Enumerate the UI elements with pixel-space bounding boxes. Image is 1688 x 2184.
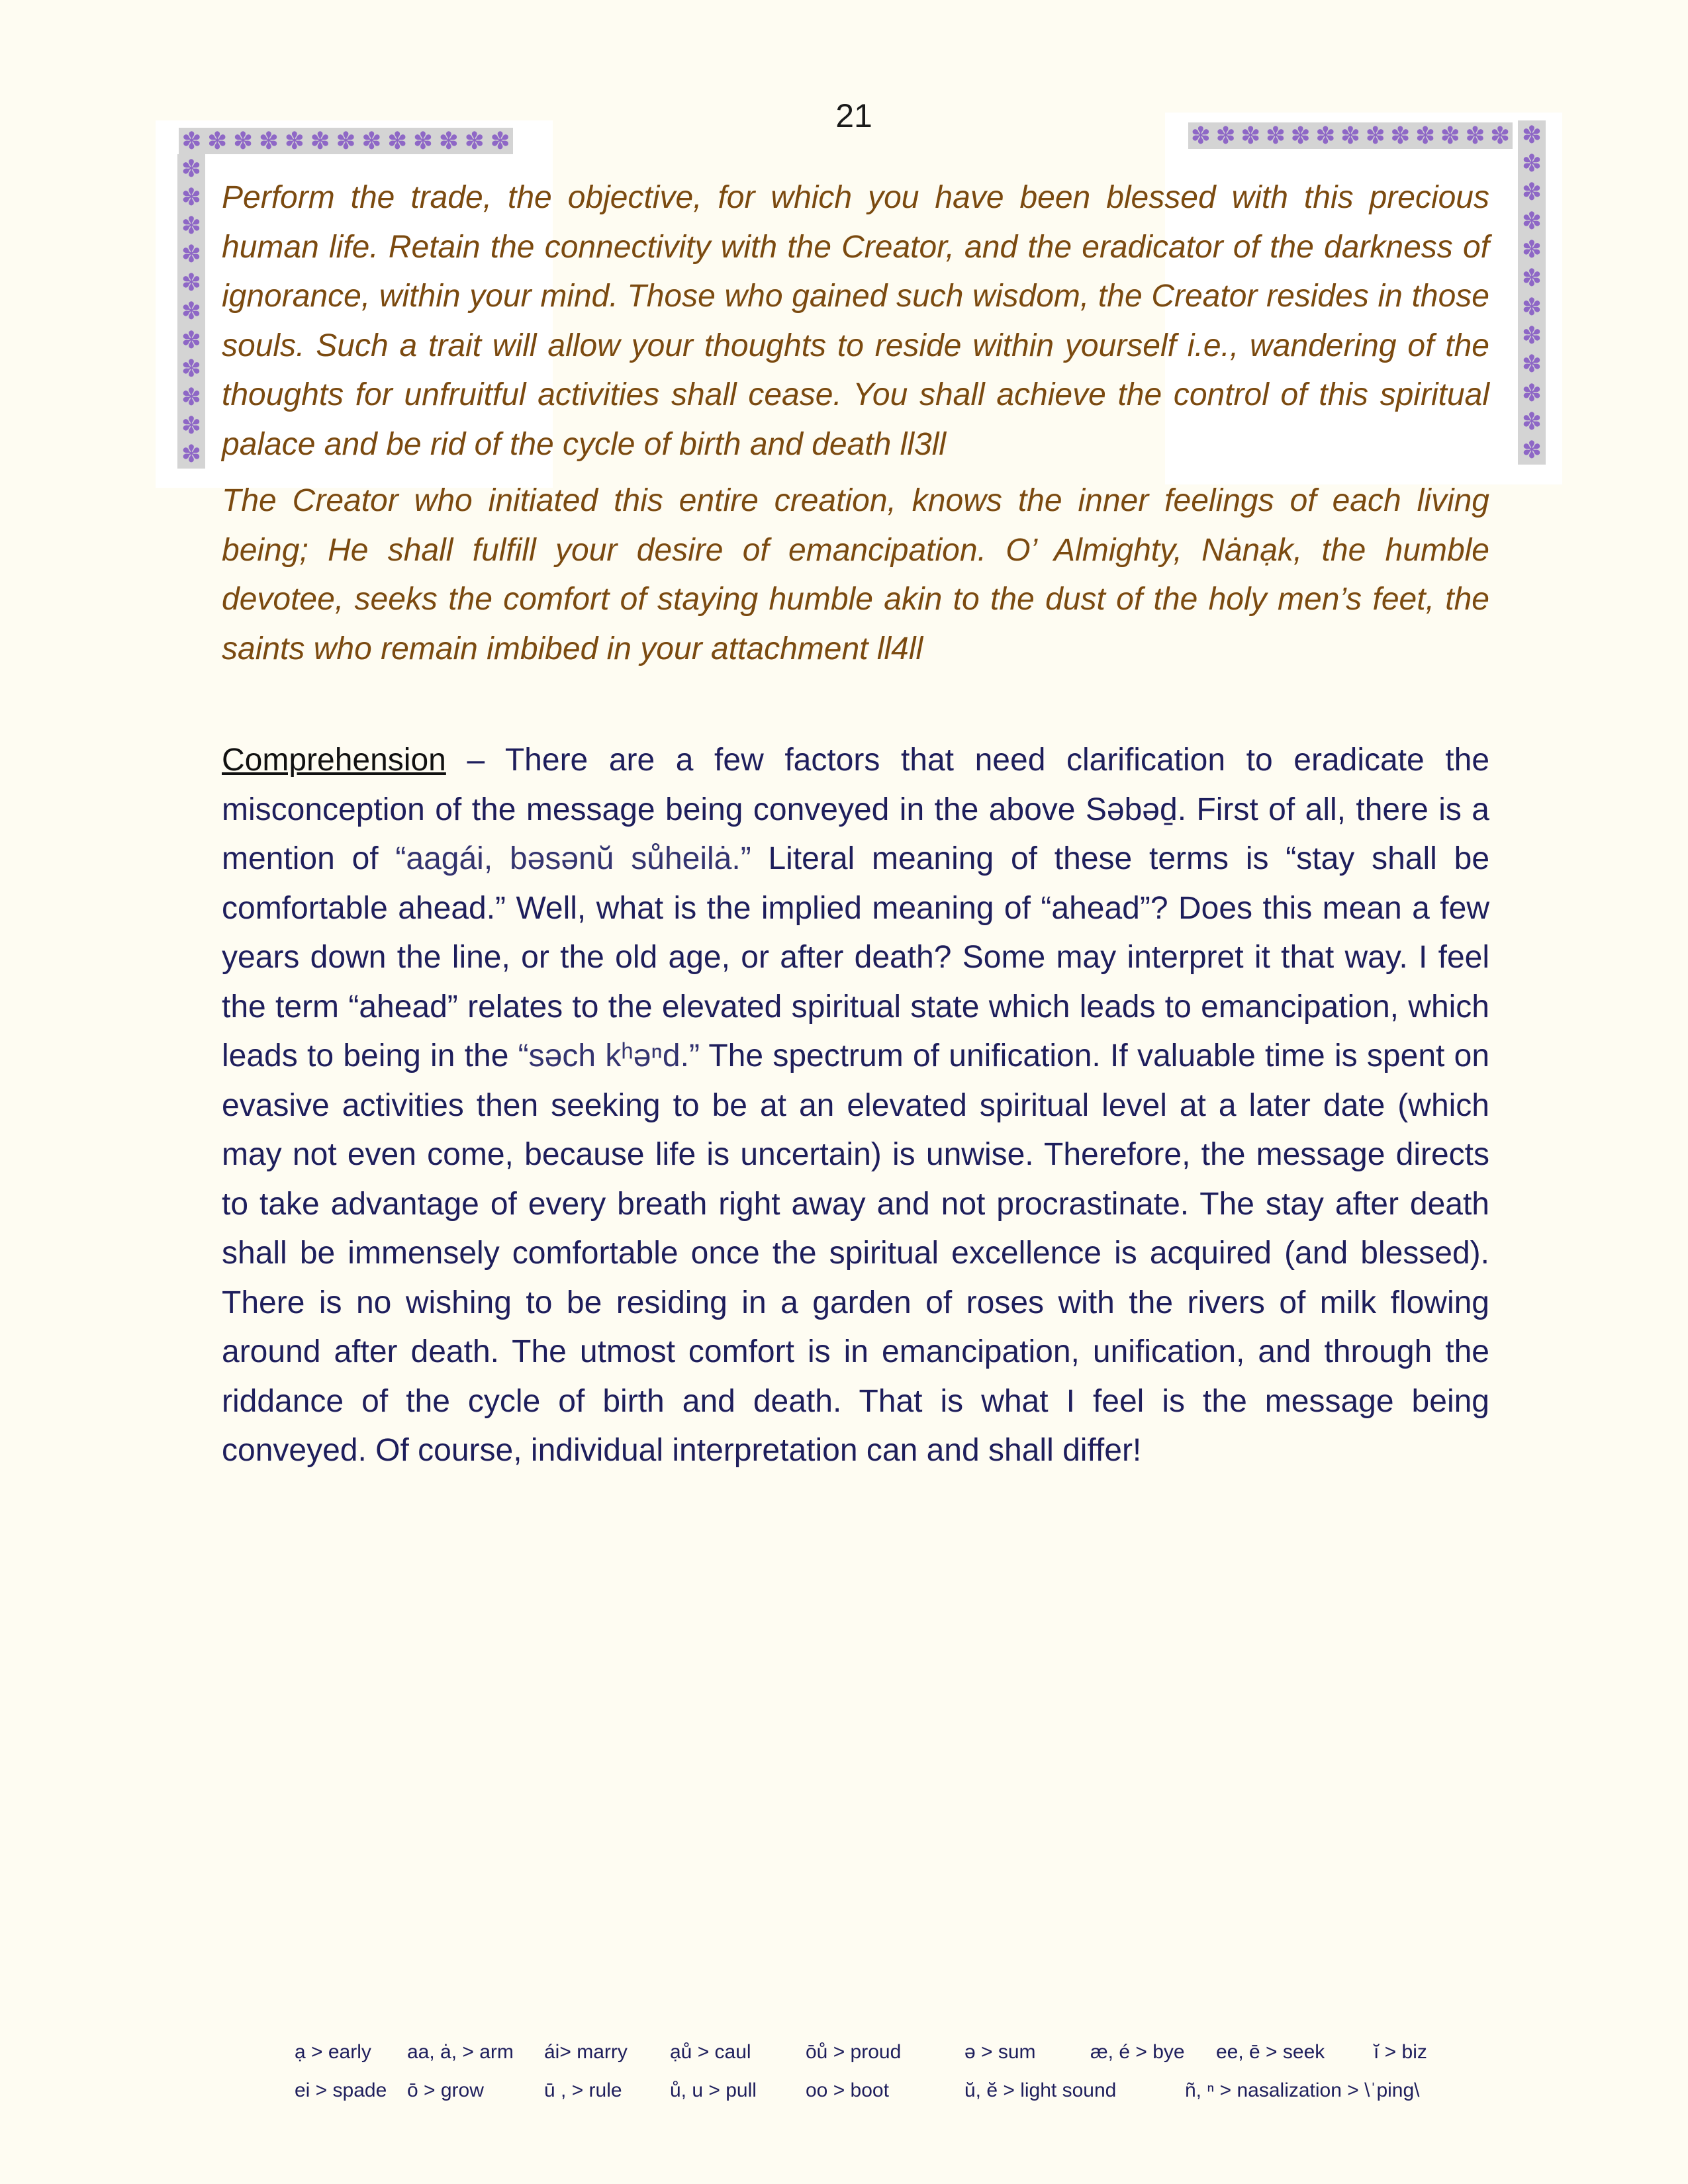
comprehension-dash: – — [445, 743, 505, 778]
flower-ornament-icon: ✽ — [1521, 178, 1542, 206]
legend-item: ei > spade — [295, 2079, 387, 2101]
flower-ornament-icon: ✽ — [1521, 120, 1542, 148]
flower-ornament-icon: ✽ — [181, 383, 202, 410]
legend-item: ə > sum — [964, 2041, 1036, 2063]
flower-ornament-icon: ✽ — [1521, 206, 1542, 234]
transliteration-term-2: “səch kʰəⁿd.” — [518, 1038, 700, 1073]
flower-ornament-icon: ✽ — [1315, 122, 1336, 149]
flower-ornament-icon: ✽ — [181, 326, 202, 353]
legend-item: ạů > caul — [670, 2041, 751, 2063]
flower-ornament-icon: ✽ — [361, 128, 382, 154]
flower-ornament-icon: ✽ — [1190, 122, 1211, 149]
flower-ornament-icon: ✽ — [181, 354, 202, 382]
legend-row-2 — [295, 2071, 1453, 2110]
flower-ornament-icon: ✽ — [181, 183, 202, 210]
flower-ornament-icon: ✽ — [1521, 235, 1542, 263]
comprehension-section — [222, 736, 1489, 1476]
flower-ornament-icon: ✽ — [181, 412, 202, 439]
flower-ornament-icon: ✽ — [1241, 122, 1261, 149]
verse-section — [222, 173, 1489, 674]
comprehension-text-3: The spectrum of unification. If valuable time is spent on evasive activities then seeking to be at an elevated spiritual level at a later date (which may not even come, because life is uncertain) is unwise. Therefore, the message directs to take advantage of every breath right away and not procrastinate. The stay after death shall be immensely comfortable once the spiritual excellence is acquired (and blessed). There is no wishing to be residing in a garden of roses with the rivers of milk flowing around after death. The utmost comfort is in emancipation, unification, and through the riddance of the cycle of birth and death. That is what I feel is the message being conveyed. Of course, individual interpretation can and shall differ! — [222, 1038, 1490, 1468]
flower-ornament-icon: ✽ — [1290, 122, 1311, 149]
border-strip-right — [1518, 120, 1546, 465]
border-strip-top-right — [1188, 122, 1513, 149]
legend-item: ō > grow — [407, 2079, 484, 2101]
flower-ornament-icon: ✽ — [284, 128, 305, 154]
flower-ornament-icon: ✽ — [412, 128, 434, 154]
legend-row-1 — [295, 2033, 1453, 2071]
legend-item: aa, ȧ, > arm — [407, 2041, 514, 2063]
comprehension-text-2: Literal meaning of these terms is “stay shall be comfortable ahead.” Well, what is the implied meaning of “ahead”? Does this mean a few years down the line, or the old age, or after death? Some may interpret it that way. I feel the term “ahead” relates to the elevated spiritual state which leads to emancipation, which leads to being in the — [222, 841, 1490, 1073]
flower-ornament-icon: ✽ — [181, 128, 202, 154]
flower-ornament-icon: ✽ — [1521, 321, 1542, 349]
border-strip-left — [177, 154, 205, 469]
legend-item: ee, ē > seek — [1216, 2041, 1325, 2063]
flower-ornament-icon: ✽ — [1215, 122, 1236, 149]
pronunciation-legend — [295, 2033, 1453, 2110]
flower-ornament-icon: ✽ — [1415, 122, 1436, 149]
flower-ornament-icon: ✽ — [1465, 122, 1485, 149]
flower-ornament-icon: ✽ — [181, 269, 202, 296]
flower-ornament-icon: ✽ — [258, 128, 279, 154]
flower-ornament-icon: ✽ — [1440, 122, 1460, 149]
flower-ornament-icon: ✽ — [490, 128, 510, 154]
flower-ornament-icon: ✽ — [1521, 379, 1542, 406]
flower-ornament-icon: ✽ — [438, 128, 459, 154]
comprehension-text-1: There are a few factors that need clarification to eradicate the misconception of the message being conveyed in the above Səbəḏ. First of all, there is a mention of — [222, 743, 1490, 876]
flower-ornament-icon: ✽ — [1340, 122, 1361, 149]
legend-item: ů, u > pull — [670, 2079, 757, 2101]
legend-item: ái> marry — [544, 2041, 628, 2063]
flower-ornament-icon: ✽ — [1521, 436, 1542, 464]
flower-ornament-icon: ✽ — [1390, 122, 1411, 149]
comprehension-heading: Comprehension — [222, 743, 446, 778]
flower-ornament-icon: ✽ — [1521, 407, 1542, 435]
flower-ornament-icon: ✽ — [233, 128, 254, 154]
page-number: 21 — [835, 97, 872, 134]
comprehension-paragraph — [222, 736, 1489, 1476]
flower-ornament-icon: ✽ — [387, 128, 408, 154]
flower-ornament-icon: ✽ — [1521, 264, 1542, 292]
verse-paragraph-3: Perform the trade, the objective, for which you have been blessed with this precious human life. Retain the connectivity with the Creator, and the eradicator of the darkness of ignorance, within your mind. Those who gained such wisdom, the Creator resides in those souls. Such a trait will allow your thoughts to reside within yourself i.e., wandering of the thoughts for unfruitful activities shall cease. You shall achieve the control of this spiritual palace and be rid of the cycle of birth and death ll3ll — [222, 180, 1489, 462]
flower-ornament-icon: ✽ — [1265, 122, 1286, 149]
border-strip-top-left — [179, 128, 513, 154]
legend-item: ū , > rule — [544, 2079, 622, 2101]
flower-ornament-icon: ✽ — [1521, 350, 1542, 378]
verse-paragraph-4: The Creator who initiated this entire creation, knows the inner feelings of each living being; He shall fulfill your desire of emancipation. O’ Almighty, Nȧnạk, the humble devotee, seeks the comfort of staying humble akin to the dust of the holy men’s feet, the saints who remain imbibed in your attachment ll4ll — [222, 483, 1489, 666]
legend-item: ñ, ⁿ > nasalization > \ˈping\ — [1185, 2079, 1420, 2101]
flower-ornament-icon: ✽ — [310, 128, 330, 154]
flower-ornament-icon: ✽ — [1365, 122, 1385, 149]
flower-ornament-icon: ✽ — [464, 128, 485, 154]
legend-item: oo > boot — [806, 2079, 889, 2101]
flower-ornament-icon: ✽ — [336, 128, 356, 154]
legend-item: ĭ > biz — [1374, 2041, 1427, 2063]
legend-item: ạ > early — [295, 2041, 371, 2063]
flower-ornament-icon: ✽ — [207, 128, 228, 154]
flower-ornament-icon: ✽ — [181, 297, 202, 325]
flower-ornament-icon: ✽ — [1521, 293, 1542, 320]
flower-ornament-icon: ✽ — [181, 440, 202, 468]
flower-ornament-icon: ✽ — [1521, 149, 1542, 177]
transliteration-term-1: “aagái, bəsənŭ sůheilȧ.” — [395, 841, 751, 876]
legend-item: æ, é > bye — [1090, 2041, 1185, 2063]
flower-ornament-icon: ✽ — [181, 154, 202, 182]
flower-ornament-icon: ✽ — [181, 211, 202, 239]
flower-ornament-icon: ✽ — [181, 240, 202, 268]
legend-item: ŭ, ĕ > light sound — [964, 2079, 1117, 2101]
legend-item: ōů > proud — [806, 2041, 902, 2063]
flower-ornament-icon: ✽ — [1490, 122, 1511, 149]
